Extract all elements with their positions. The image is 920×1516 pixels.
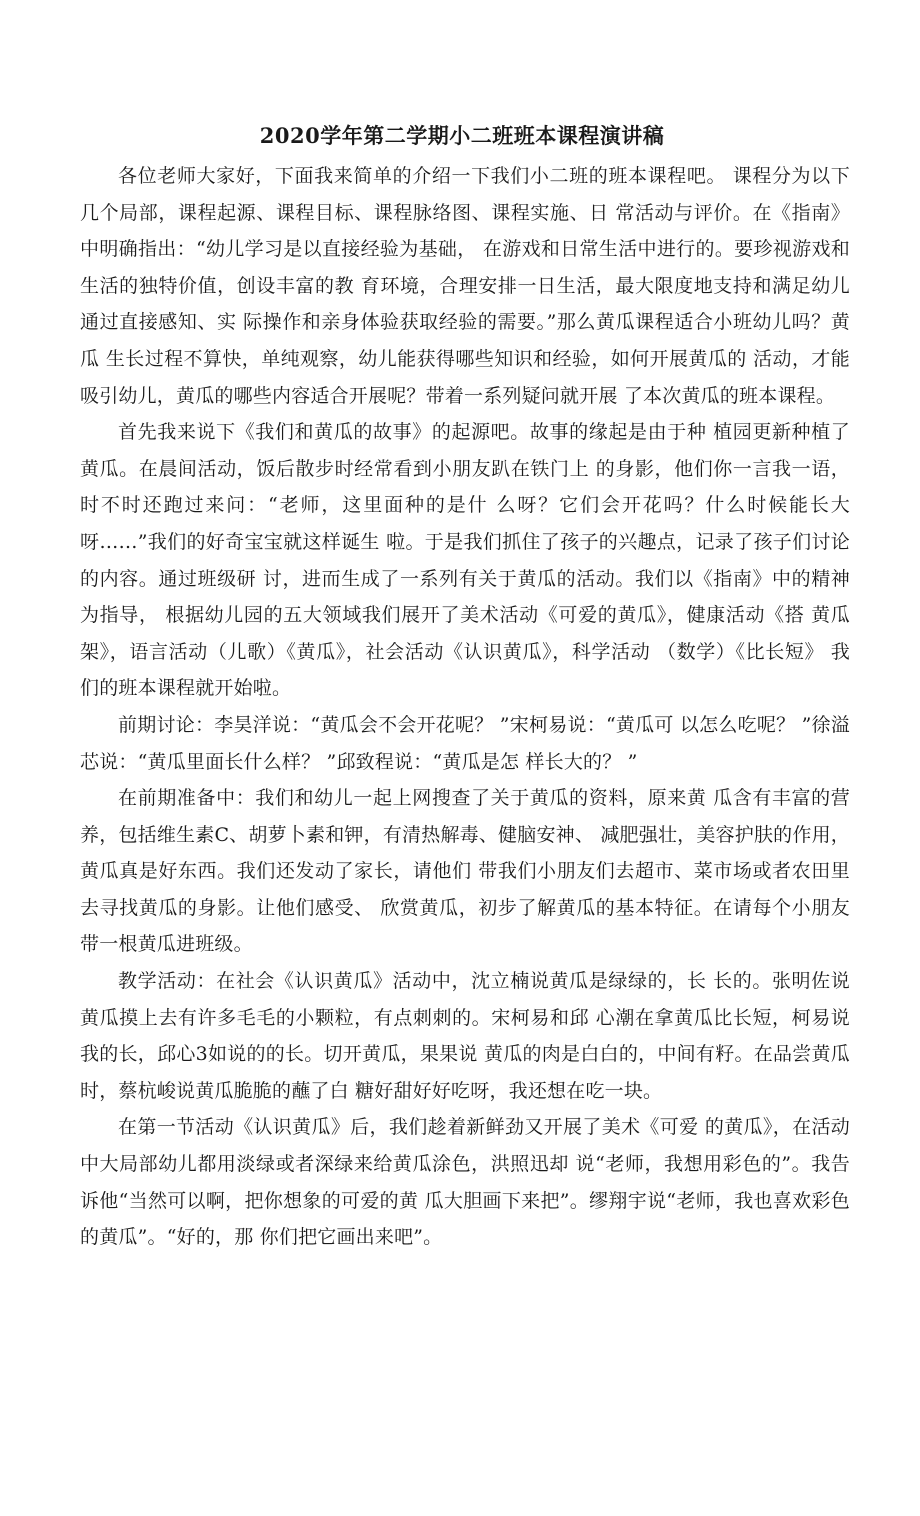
document-title: 2020学年第二学期小二班班本课程演讲稿 (259, 123, 665, 148)
paragraph-discussion: 前期讨论：李昊洋说：“黄瓜会不会开花呢？ ”宋柯易说：“黄瓜可 以怎么吃呢？ ”徐溢芯说：“黄瓜里面长什么样？ ”邱致程说：“黄瓜是怎 样长大的？ ” (80, 713, 850, 773)
document-body (80, 158, 850, 1256)
paragraph-origin: 首先我来说下《我们和黄瓜的故事》的起源吧。故事的缘起是由于种 植园更新种植了黄瓜。在晨间活动，饭后散步时经常看到小朋友趴在铁门上 的身影，他们你一言我一语，时不时还跑过来问：“老师，这里面种的是什 么呀？它们会开花吗？什么时候能长大呀……”我们的好奇宝宝就这样诞生 啦。于是我们抓住了孩子的兴趣点，记录了孩子们讨论的内容。通过班级研 讨，进而生成了一系列有关于黄瓜的活动。我们以《指南》中的精神为指导， 根据幼儿园的五大领域我们展开了美术活动《可爱的黄瓜》，健康活动《搭 黄瓜架》，语言活动（儿歌）《黄瓜》，社会活动《认识黄瓜》，科学活动 （数学）《比长短》 我们的班本课程就开始啦。 (80, 421, 850, 700)
paragraph-introduction: 各位老师大家好，下面我来简单的介绍一下我们小二班的班本课程吧。 课程分为以下几个局部，课程起源、课程目标、课程脉络图、课程实施、日 常活动与评价。在《指南》中明确指出：“幼儿学习是以直接经验为基础， 在游戏和日常生活中进行的。要珍视游戏和生活的独特价值，创设丰富的教 育环境，合理安排一日生活，最大限度地支持和满足幼儿通过直接感知、实 际操作和亲身体验获取经验的需要。”那么黄瓜课程适合小班幼儿吗？黄瓜 生长过程不算快，单纯观察，幼儿能获得哪些知识和经验，如何开展黄瓜的 活动，才能吸引幼儿，黄瓜的哪些内容适合开展呢？带着一系列疑问就开展 了本次黄瓜的班本课程。 (80, 165, 850, 407)
paragraph-preparation: 在前期准备中：我们和幼儿一起上网搜查了关于黄瓜的资料，原来黄 瓜含有丰富的营养，包括维生素C、胡萝卜素和钾，有清热解毒、健脑安神、 减肥强壮，美容护肤的作用，黄瓜真是好东西。我们还发动了家长，请他们 带我们小朋友们去超市、菜市场或者农田里去寻找黄瓜的身影。让他们感受、 欣赏黄瓜，初步了解黄瓜的基本特征。在请每个小朋友带一根黄瓜进班级。 (80, 787, 850, 956)
paragraph-art-activity: 在第一节活动《认识黄瓜》后，我们趁着新鲜劲又开展了美术《可爱 的黄瓜》，在活动中大局部幼儿都用淡绿或者深绿来给黄瓜涂色，洪照迅却 说“老师，我想用彩色的”。我告诉他“当然可以啊，把你想象的可爱的黄 瓜大胆画下来把”。缪翔宇说“老师，我也喜欢彩色的黄瓜”。“好的，那 你们把它画出来吧”。 (80, 1116, 850, 1249)
paragraph-teaching-activity: 教学活动：在社会《认识黄瓜》活动中，沈立楠说黄瓜是绿绿的，长 长的。张明佐说黄瓜摸上去有许多毛毛的小颗粒，有点刺刺的。宋柯易和邱 心潮在拿黄瓜比长短，柯易说我的长，邱心3如说的的长。切开黄瓜，果果说 黄瓜的肉是白白的，中间有籽。在品尝黄瓜时，蔡杭峻说黄瓜脆脆的蘸了白 糖好甜好好吃呀，我还想在吃一块。 (80, 970, 850, 1102)
